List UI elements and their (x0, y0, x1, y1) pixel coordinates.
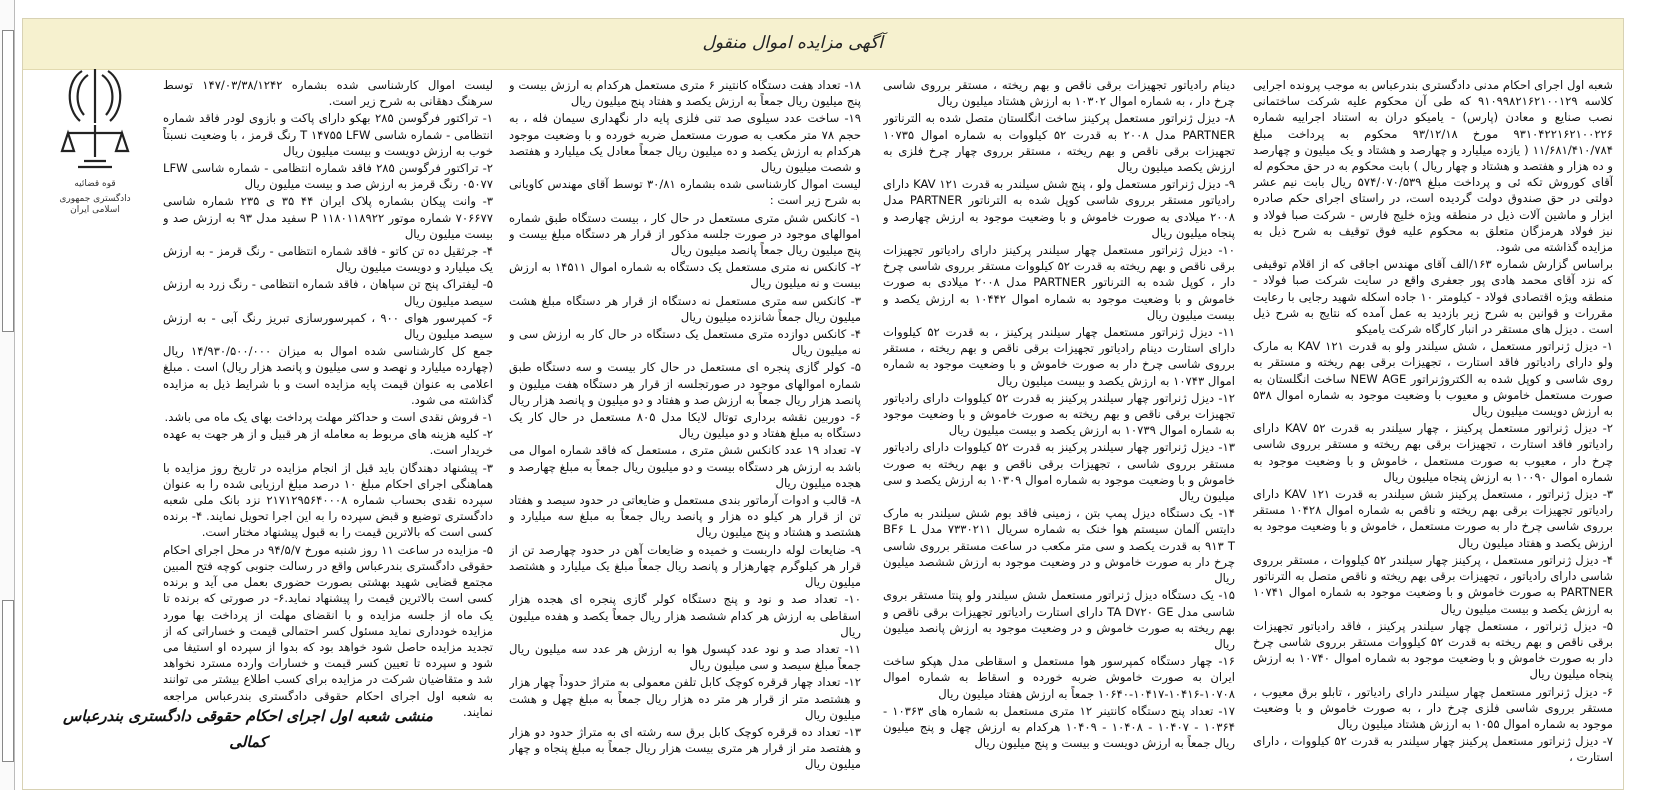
edge-panel-top (2, 30, 14, 332)
paragraph: ۸- قالب و ادوات آرماتور بندی مستعمل و ضایعاتی در حدود سیصد و هفتاد تن از قرار هر کیلو ده هزار و پانصد ریال جمعاً به مبلغ سه میلیارد و هشتصد و هشتاد و پنج میلیون ریال (509, 493, 861, 540)
paragraph: ۸- دیزل ژنراتور مستعمل پرکینز ساخت انگلستان متصل شده به الترناتور PARTNER مدل ۲۰۰۸ به قدرت ۵۲ کیلووات به شماره اموال ۱۰۷۳۵ تجهیزات برقی ناقص و بهم ریخته ، مستقر برروی چهار چرخ فلزی به ارزش یکصد میلیون ریال (883, 111, 1235, 175)
paragraph: ۵- کولر گازی پنجره ای مستعمل در حال کار بیست و سه دستگاه طبق شماره اموالهای موجود در صورتجلسه از قرار هر دستگاه هفت میلیون و پانصد هزار ریال جمعاً به ارزش صد و هفتاد و دو میلیون و پانصد هزار ریال (509, 360, 861, 407)
column-3 (509, 77, 861, 782)
column-4 (163, 77, 493, 782)
paragraph: جمع کل کارشناسی شده اموال به میزان ۱۴/۹۳۰/۵۰۰/۰۰۰ ریال (چهارده میلیارد و نهصد و سی میلیون و پانصد هزار ریال) است . مبلغ اعلامی به عنوان قیمت پایه مزایده است و با شرایط ذیل به مزایده گذاشته می شود. (163, 344, 493, 407)
paragraph: ۱۳- دیزل ژنراتور چهار سیلندر پرکینز به قدرت ۵۲ کیلووات دارای رادیاتور مستقر برروی شاسی ، تجهیزات برقی ناقص و بهم ریخته به صورت خاموش و با وضعیت موجود به شماره اموال ۱۰۳۰۹ به ارزش یکصد و سی میلیون ریال (883, 440, 1235, 504)
paragraph: ۵- مزایده در ساعت ۱۱ روز شنبه مورخ ۹۴/۵/۷ در محل اجرای احکام حقوقی دادگستری بندرعباس واقع در رسالت جنوبی کوچه فتح المبین مجتمع قضایی شهید بهشتی بصورت حضوری بعمل می آید و برنده کسی است بالاترین قیمت را پیشنهاد نماید.۶- در صورتی که برنده تا یک ماه از جلسه مزایده و با انقضای مهلت از پرداخت بها مورد مزایده خودداری نماید مسئول کسر احتمالی قیمت و خساراتی که از تجدید مزایده حاصل شود خواهد بود که بدوا از سپرده او استیفا می شود و سپرده تا تعیین کسر قیمت و خسارات وارده مسترد نخواهد شد و متقاضیان شرکت در مزایده برای کسب اطلاع بیشتر می توانند به شعبه اول اجرای احکام حقوقی دادگستری بندرعباس مراجعه نمایند. (163, 542, 493, 719)
signature-block (63, 707, 433, 751)
paragraph: لیست اموال کارشناسی شده بشماره ۱۴۷/۰۳/۳۸/۱۲۴۲ توسط سرهنگ دهقانی به شرح زیر است. (163, 78, 493, 109)
paragraph: ۳- وانت پیکان بشماره پلاک ایران ۴۴ ۳۵ ی ۲۳۵ شماره شاسی ۷۰۶۶۷۷ شماره موتور ۱۱۸۰۱۱۸۹۲۲ P سفید مدل ۹۳ به ارزش صد و بیست میلیون ریال (163, 194, 493, 241)
paragraph: ۶- دوربین نقشه برداری توتال لایکا مدل ۸۰۵ مستعمل در حال کار یک دستگاه به مبلغ هفتاد و دو میلیون ریال (509, 410, 861, 441)
column-1 (1253, 77, 1613, 782)
left-edge-strip (0, 0, 15, 790)
paragraph: ۱- کانکس شش متری مستعمل در حال کار ، بیست دستگاه طبق شماره اموالهای موجود در صورت جلسه مذکور از قرار هر دستگاه مبلغ بیست و پنج میلیون ریال جمعاً پانصد میلیون ریال (509, 210, 861, 258)
emblem-icon (58, 65, 132, 175)
paragraph: ۹- ضایعات لوله داربست و خمیده و ضایعات آهن در حدود چهارصد تن از قرار هر کیلوگرم چهارهزار و پانصد ریال جمعاً مبلغ یک میلیارد و هشتصد میلیون ریال (509, 542, 861, 590)
paragraph: ۲- کلیه هزینه های مربوط به معامله از هر قبیل و از هر جهت به عهده خریدار است. (163, 427, 493, 458)
paragraph: ۷- دیزل ژنراتور مستعمل پرکینز چهار سیلندر به قدرت ۵۲ کیلووات ، دارای استارت ، (1253, 734, 1613, 765)
paragraph: ۱۹- ساخت عدد سیلوی صد تنی فلزی پایه دار نگهداری سیمان فله ، به حجم ۷۸ متر مکعب به صورت مستعمل ضربه خورده و با وضعیت موجود هرکدام به ارزش یکصد و ده میلیون ریال جمعاً معادل یک میلیارد و هفتصد و شصت میلیون ریال (509, 111, 861, 175)
paragraph: ۳- کانکس سه متری مستعمل نه دستگاه از قرار هر دستگاه مبلغ هشت میلیون ریال جمعاً شانزده میلیون ریال (509, 293, 861, 324)
paragraph: ۱۳- تعداد ده قرقره کوچک کابل برق سه رشته ای به متراژ حدود دو هزار و هفتصد متر از قرار هر متری بیست هزار ریال جمعاً به مبلغ پنجاه و چهار میلیون ریال (509, 724, 861, 772)
paragraph: ۴- کانکس دوازده متری مستعمل یک دستگاه در حال کار به ارزش سی و نه میلیون ریال (509, 327, 861, 358)
paragraph: ۱۲- دیزل ژنراتور چهار سیلندر پرکینز به قدرت ۵۲ کیلووات دارای رادیاتور تجهیزات برقی ناقص و بهم ریخته به صورت خاموش و با وضعیت موجود به شماره اموال ۱۰۷۳۹ به ارزش یکصد و بیست میلیون ریال (883, 390, 1235, 438)
emblem-caption-top: قوه قضائیه (74, 179, 116, 189)
notice-header (23, 19, 1623, 70)
notice-page (22, 18, 1624, 790)
paragraph: ۲- تراکتور فرگوسن ۲۸۵ فاقد شماره انتظامی - شماره شاسی LFW ۰۵۰۷۷ رنگ قرمز به ارزش صد و بیست میلیون ریال (163, 161, 493, 192)
paragraph: ۱- فروش نقدی است و حداکثر مهلت پرداخت بهای یک ماه می باشد. (164, 410, 493, 425)
paragraph: ۱۱- تعداد صد و نود عدد کپسول هوا به ارزش هر عدد سه میلیون ریال جمعاً مبلغ سیصد و سی میلیون ریال (509, 641, 861, 673)
paragraph: دینام رادیاتور تجهیزات برقی ناقص و بهم ریخته ، مستقر برروی شاسی چرخ دار ، به شماره اموال ۱۰۳۰۲ به ارزش هشتاد میلیون ریال (883, 78, 1235, 109)
paragraph: ۱۰- دیزل ژنراتور مستعمل چهار سیلندر پرکینز دارای رادیاتور تجهیزات برقی ناقص و بهم ریخته به قدرت ۵۲ کیلووات مستقر برروی شاسی چرخ دار ، کوپل شده به الترناتور PARTNER مدل ۲۰۰۸ میلادی به صورت خاموش و با وضعیت موجود به شماره اموال ۱۰۴۴۲ به ارزش یکصد و بیست میلیون ریال (883, 243, 1235, 322)
paragraph: ۶- دیزل ژنراتور مستعمل چهار سیلندر دارای رادیاتور ، تابلو برق معیوب ، مستقر برروی شاسی فلزی چرخ دار ، به صورت خاموش و با وضعیت موجود به شماره اموال ۱۰۵۵ به ارزش هشتاد میلیون ریال (1253, 684, 1613, 731)
paragraph: ۱- تراکتور فرگوسن ۲۸۵ بهکو دارای پاکت و بازوی لودر فاقد شماره انتظامی - شماره شاسی T ۱۴۷۵۵ LFW رنگ قرمز ، با وضعیت نسبتاً خوب به ارزش دویست و بیست میلیون ریال (163, 111, 493, 158)
paragraph: ۹- دیزل ژنراتور مستعمل ولو ، پنج شش سیلندر به قدرت ۱۲۱ KAV دارای رادیاتور مستقر برروی شاسی کوپل شده به الترناتور PARTNER مدل ۲۰۰۸ میلادی به صورت خاموش و با وضعیت موجود به ارزش چهارصد و پنجاه میلیون ریال (883, 177, 1235, 240)
paragraph: ۱۲- تعداد چهار قرقره کوچک کابل تلفن معمولی به متراژ حدوداً چهار هزار و هشتصد متر از قرار هر متر ده هزار ریال جمعاً به مبلغ چهل و هشت میلیون ریال (509, 675, 861, 722)
paragraph: ۱۰- تعداد صد و نود و پنج دستگاه کولر گازی پنجره ای هجده هزار اسقاطی به ارزش هر کدام ششصد هزار ریال جمعاً یکصد و هفده میلیون ریال (509, 592, 861, 639)
paragraph: ۲- دیزل ژنراتور مستعمل پرکینز ، چهار سیلندر به قدرت ۵۲ KAV دارای رادیاتور فاقد استارت ، تجهیزات برقی بهم ریخته و مستقر برروی شاسی چرخ دار ، معیوب به صورت مستعمل ، خاموش و با وضعیت موجود به شماره اموال ۱۰۰۹۰ به ارزش پنجاه میلیون ریال (1253, 421, 1613, 484)
paragraph: ۳- دیزل ژنراتور ، مستعمل پرکینز شش سیلندر به قدرت ۱۲۱ KAV دارای رادیاتور تجهیزات برقی بهم ریخته و ناقص به شماره اموال ۱۰۴۲۸ مستقر برروی شاسی چرخ دار به صورت مستعمل ، خاموش و با وضعیت موجود به ارزش یکصد و هفتاد میلیون ریال (1253, 487, 1613, 550)
signature-name: کمالی (229, 733, 267, 751)
edge-panel-bottom (2, 600, 14, 762)
paragraph: شعبه اول اجرای احکام مدنی دادگستری بندرعباس به موجب پرونده اجرایی کلاسه ۹۱۰۹۹۸۲۱۶۲۱۰۰۱۲۹ که طی آن محکوم علیه شرکت ساختمانی نصب صنایع و معادن (پارس) - یامیکو دران به استناد اجراییه شماره ۹۳۱۰۴۲۲۱۶۲۱۰۰۲۲۶ مورخ ۹۳/۱۲/۱۸ محکوم به پرداخت مبلغ ۱۱/۶۸۱/۴۱۰/۷۸۴ ( یازده میلیارد و چهارصد و هشتاد و یک میلیون و چهارصد و ده هزار و هفتصد و هشتاد و چهار ریال ) بابت محکوم به در حق محکوم له آقای کوروش تکه ئی و پرداخت مبلغ ۵۷۴/۰۷۰/۵۳۹ ریال بابت نیم عشر دولتی در حق صندوق دولت گردیده است، در راستای اجرای حکم صادره ابزار و ماشین آلات ذیل در منطقه ویژه خلیج فارس - شرکت صبا فولاد و نیز فولاد هرمزگان متعلق به محکوم علیه فوق توقیف به شرح ذیل به مزایده گذاشته می شود. (1253, 78, 1613, 255)
column-2 (883, 77, 1235, 782)
paragraph: ۱۵- یک دستگاه دیزل ژنراتور مستعمل شش سیلندر ولو پنتا مستقر بروی شاسی مدل TA D۷۲۰ GE دارای استارت رادیاتور تجهیزات برقی ناقص و بهم ریخته به صورت خاموش و در وضعیت موجود به ارزش پانصد میلیون ریال (883, 588, 1235, 651)
paragraph: ۱۷- تعداد پنج دستگاه کانتینر ۱۲ متری مستعمل به شماره های ۱۰۳۶۳ - ۱۰۳۶۴ - ۱۰۴۰۷ - ۱۰۴۰۸ - ۱۰۴۰۹ هرکدام به ارزش چهل و پنج میلیون ریال جمعاً به ارزش دویست و بیست و پنج میلیون ریال (883, 703, 1235, 751)
emblem-caption-bottom: دادگستری جمهوری اسلامی ایران (59, 194, 131, 215)
paragraph: ۵- لیفتراک پنج تن سپاهان ، فاقد شماره انتظامی - رنگ زرد به ارزش سیصد میلیون ریال (163, 277, 493, 308)
paragraph: ۱- دیزل ژنراتور مستعمل ، شش سیلندر ولو به قدرت ۱۲۱ KAV به مارک ولو دارای رادیاتور فاقد استارت ، تجهیزات برقی بهم ریخته و مستقر به روی شاسی و کوپل شده به الکتروژنراتور NEW AGE ساخت انگلستان به صورت مستعمل خاموش و معیوب با وضعیت موجود به شماره اموال ۵۳۸ به ارزش دویست میلیون ریال (1253, 339, 1613, 419)
paragraph: ۴- دیزل ژنراتور مستعمل ، پرکینز چهار سیلندر ۵۲ کیلووات ، مستقر برروی شاسی دارای رادیاتور ، تجهیزات برقی بهم ریخته و ناقص متصل به الترناتور PARTNER به صورت خاموش و با وضعیت موجود به شماره اموال ۱۰۷۴۱ به ارزش یکصد و بیست میلیون ریال (1253, 552, 1613, 616)
paragraph: ۱۶- چهار دستگاه کمپرسور هوا مستعمل و اسقاطی مدل هپکو ساخت ایران به صورت خاموش ضربه خورده و اسقاط به شماره اموال ۱۰۷۰۸-۱۰۴۱۶-۱۰۴۱۷-۱۰۶۴۰ جمعاً به ارزش هفتاد میلیون ریال (883, 654, 1235, 701)
judiciary-emblem (49, 65, 141, 215)
paragraph: ۲- کانکس نه متری مستعمل یک دستگاه به شماره اموال ۱۴۵۱۱ به ارزش بیست و نه میلیون ریال (509, 260, 861, 291)
paragraph: ۱۱- دیزل ژنراتور مستعمل چهار سیلندر پرکینز ، به قدرت ۵۲ کیلووات دارای استارت دینام رادیاتور تجهیزات برقی ناقص و بهم ریخته ، مستقر برروی شاسی چرخ دار به صورت خاموش و با وضعیت موجود به شماره اموال ۱۰۷۴۳ به ارزش یکصد و بیست میلیون ریال (883, 325, 1235, 388)
paragraph: ۳- پیشنهاد دهندگان باید قبل از انجام مزایده در تاریخ روز مزایده با هماهنگی اجرای احکام مبلغ ۱۰ درصد مبلغ ارزیابی شده را به عنوان سپرده نقدی بحساب شماره ۲۱۷۱۲۹۵۶۴۰۰۰۸ نزد بانک ملی شعبه دادگستری توضیع و قبض سپرده را به این اجرا تحویل نمایند. ۴- برنده کسی است که بالاترین قیمت را به قبول پیشنهاد مختار است. (163, 460, 493, 540)
paragraph: براساس گزارش شماره ۱۶۳/الف آقای مهندس اجاقی که از اقلام توقیفی که نزد آقای محمد هادی پور جعفری واقع در سایت شرکت صبا فولاد - منطقه ویژه اقتصادی فولاد - کیلومتر ۱۰ جاده اسکله شهید رجایی با رعایت مقررات و قوانین به شرح زیر بازدید به عمل آمده که نتایج به شرح ذیل است . دیزل های مستقر در انبار کارگاه شرکت یامیکو (1253, 257, 1613, 337)
paragraph: ۴- جرثقیل ده تن کاتو - فاقد شماره انتظامی - رنگ قرمز - به ارزش یک میلیارد و دویست میلیون ریال (163, 244, 493, 275)
paragraph: ۵- دیزل ژنراتور ، مستعمل چهار سیلندر پرکینز ، فاقد رادیاتور تجهیزات برقی ناقص و بهم ریخته به قدرت ۵۲ کیلووات مستقر برروی شاسی چرخ دار به صورت خاموش و با وضعیت موجود به شماره اموال ۱۰۷۴۰ به ارزش پنجاه میلیون ریال (1253, 618, 1613, 682)
paragraph: ۶- کمپرسور هوای ۹۰۰ ، کمپرسورسازی تبریز رنگ آبی - به ارزش سیصد میلیون ریال (163, 310, 493, 342)
paragraph: لیست اموال کارشناسی شده بشماره ۳۰/۸۱ توسط آقای مهندس کاویانی به شرح زیر است : (509, 177, 861, 208)
signature-title: منشی شعبه اول اجرای احکام حقوقی دادگستری بندرعباس (63, 707, 433, 725)
paragraph: ۱۴- یک دستگاه دیزل پمپ بتن ، زمینی فاقد بوم شش سیلندر به مارک دایتس آلمان سیستم هوا خنک به شماره سریال ۷۳۳۰۲۱۱ مدل BF۶ L ۹۱۳ T به قدرت یکصد و سی متر مکعب در ساعت مستقر برروی شاسی چرخ دار به صورت خاموش و در وضعیت موجود به ارزش ششصد میلیون ریال (883, 506, 1235, 586)
paragraph: ۱۸- تعداد هفت دستگاه کانتینر ۶ متری مستعمل هرکدام به ارزش بیست و پنج میلیون ریال جمعاً به ارزش یکصد و هفتاد پنج میلیون ریال (509, 78, 861, 109)
notice-title: آگهی مزایده اموال منقول (702, 33, 883, 53)
paragraph: ۷- تعداد ۱۹ عدد کانکس شش متری ، مستعمل که فاقد شماره اموال می باشد به ارزش هر دستگاه بیست و دو میلیون ریال جمعاً به مبلغ چهارصد و هجده میلیون ریال (509, 443, 861, 490)
